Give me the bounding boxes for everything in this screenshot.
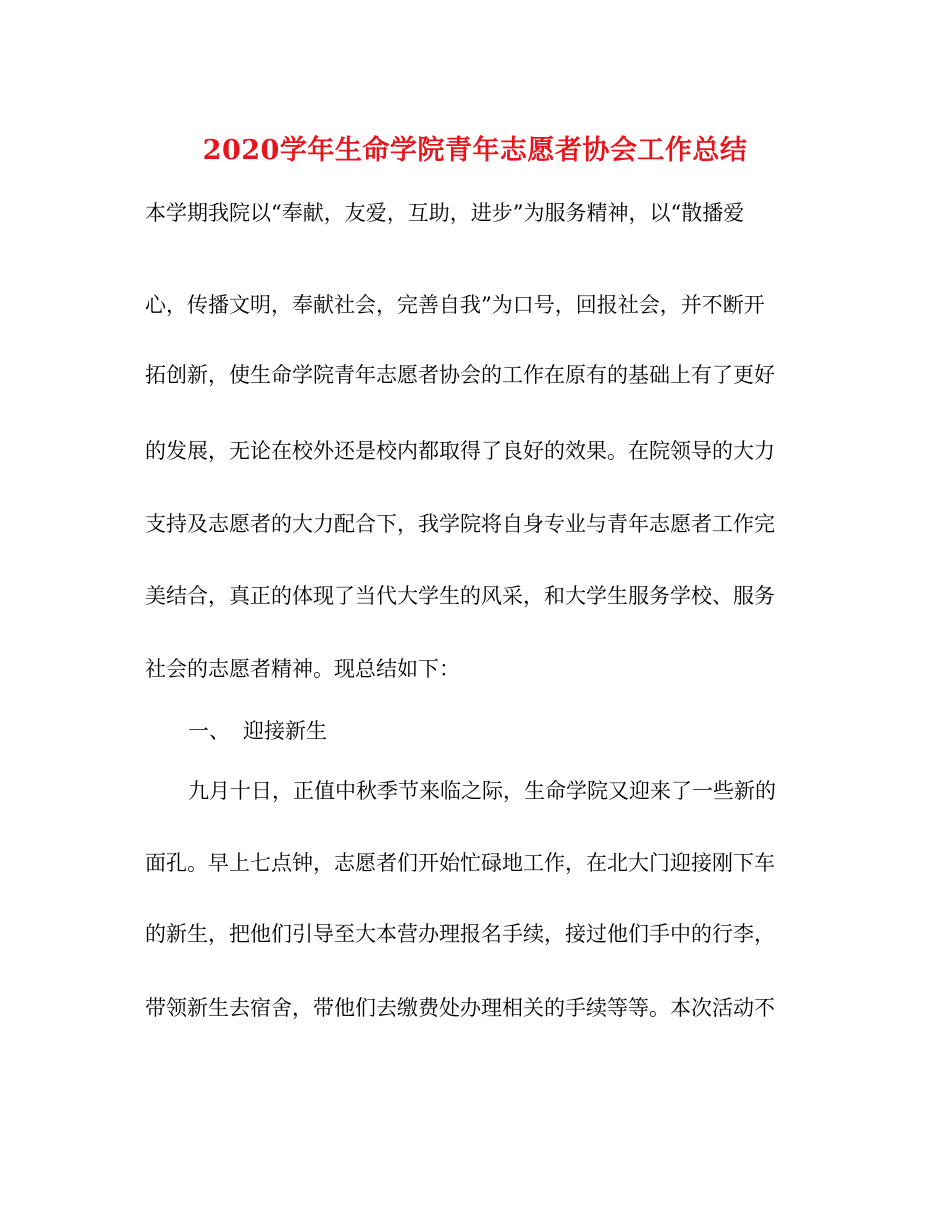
paragraph-line: 拓创新，使生命学院青年志愿者协会的工作在原有的基础上有了更好 bbox=[145, 363, 775, 387]
section-number: 一、 bbox=[188, 719, 230, 743]
section-heading bbox=[188, 716, 327, 746]
section-heading-text: 迎接新生 bbox=[243, 719, 327, 743]
document-title: 2020学年生命学院青年志愿者协会工作总结 bbox=[202, 135, 748, 166]
section-paragraph-line: 带领新生去宿舍，带他们去缴费处办理相关的手续等等。本次活动不 bbox=[145, 996, 775, 1020]
paragraph-line: 社会的志愿者精神。现总结如下： bbox=[145, 657, 460, 681]
paragraph-line: 美结合，真正的体现了当代大学生的风采，和大学生服务学校、服务 bbox=[145, 584, 775, 608]
section-paragraph-line: 的新生，把他们引导至大本营办理报名手续，接过他们手中的行李， bbox=[145, 922, 775, 946]
paragraph-line: 的发展，无论在校外还是校内都取得了良好的效果。在院领导的大力 bbox=[145, 439, 775, 463]
paragraph-line: 支持及志愿者的大力配合下，我学院将自身专业与青年志愿者工作完 bbox=[145, 512, 775, 536]
section-paragraph-line: 九月十日，正值中秋季节来临之际，生命学院又迎来了一些新的 bbox=[188, 779, 776, 803]
section-paragraph-line: 面孔。早上七点钟，志愿者们开始忙碌地工作，在北大门迎接刚下车 bbox=[145, 851, 775, 875]
paragraph-line: 心，传播文明，奉献社会，完善自我”为口号，回报社会，并不断开 bbox=[145, 293, 765, 317]
paragraph-line: 本学期我院以“奉献，友爱，互助，进步”为服务精神，以“散播爱 bbox=[145, 201, 745, 225]
